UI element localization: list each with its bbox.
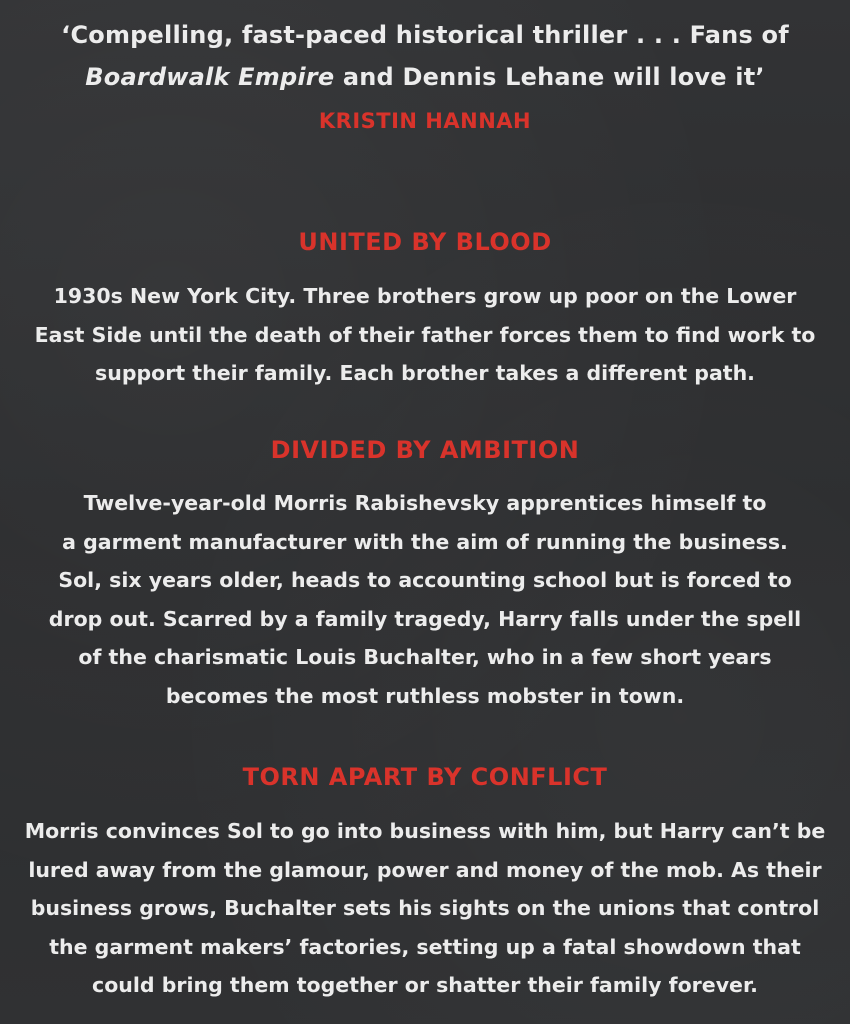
section-heading-torn: TORN APART BY CONFLICT (242, 763, 608, 791)
paragraph-line: could bring them together or shatter their family forever. (92, 973, 758, 997)
paragraph-line: a garment manufacturer with the aim of running the business. (62, 529, 788, 554)
paragraph-line: the garment makers’ factories, setting up a fatal showdown that (49, 934, 801, 959)
paragraph-line: support their family. Each brother takes a different path. (95, 361, 755, 385)
paragraph-line: Morris convinces Sol to go into business with him, but Harry can’t be (24, 819, 826, 843)
paragraph-line: becomes the most ruthless mobster in town. (165, 683, 685, 708)
paragraph-line: business grows, Buchalter sets his sights on the unions that control (30, 896, 820, 920)
paragraph-line: 1930s New York City. Three brothers grow up poor on the Lower (53, 284, 797, 308)
quote-attribution: KRISTIN HANNAH (318, 109, 532, 133)
paragraph-line: drop out. Scarred by a family tragedy, Harry falls under the spell (48, 606, 802, 631)
quote-italic-title: Boardwalk Empire (85, 63, 335, 91)
quote-line-2 (0, 56, 850, 98)
section-text-divided (0, 484, 850, 715)
section-text-torn (0, 812, 850, 1005)
paragraph-line: lured away from the glamour, power and money of the mob. As their (28, 857, 822, 882)
paragraph-line: Twelve-year-old Morris Rabishevsky apprentices himself to (83, 491, 767, 515)
paragraph-line: Sol, six years older, heads to accounting school but is forced to (58, 568, 792, 592)
section-heading-united: UNITED BY BLOOD (298, 228, 552, 256)
section-heading-divided: DIVIDED BY AMBITION (270, 436, 580, 464)
paragraph-line: East Side until the death of their father forces them to find work to (34, 322, 816, 347)
quote-line-1: ‘Compelling, fast-paced historical thriller . . . Fans of (61, 21, 789, 49)
quote-line-2-rest: and Dennis Lehane will love it’ (334, 63, 765, 91)
review-quote (0, 14, 850, 98)
section-text-united (0, 277, 850, 393)
paragraph-line: of the charismatic Louis Buchalter, who in a few short years (78, 645, 772, 669)
